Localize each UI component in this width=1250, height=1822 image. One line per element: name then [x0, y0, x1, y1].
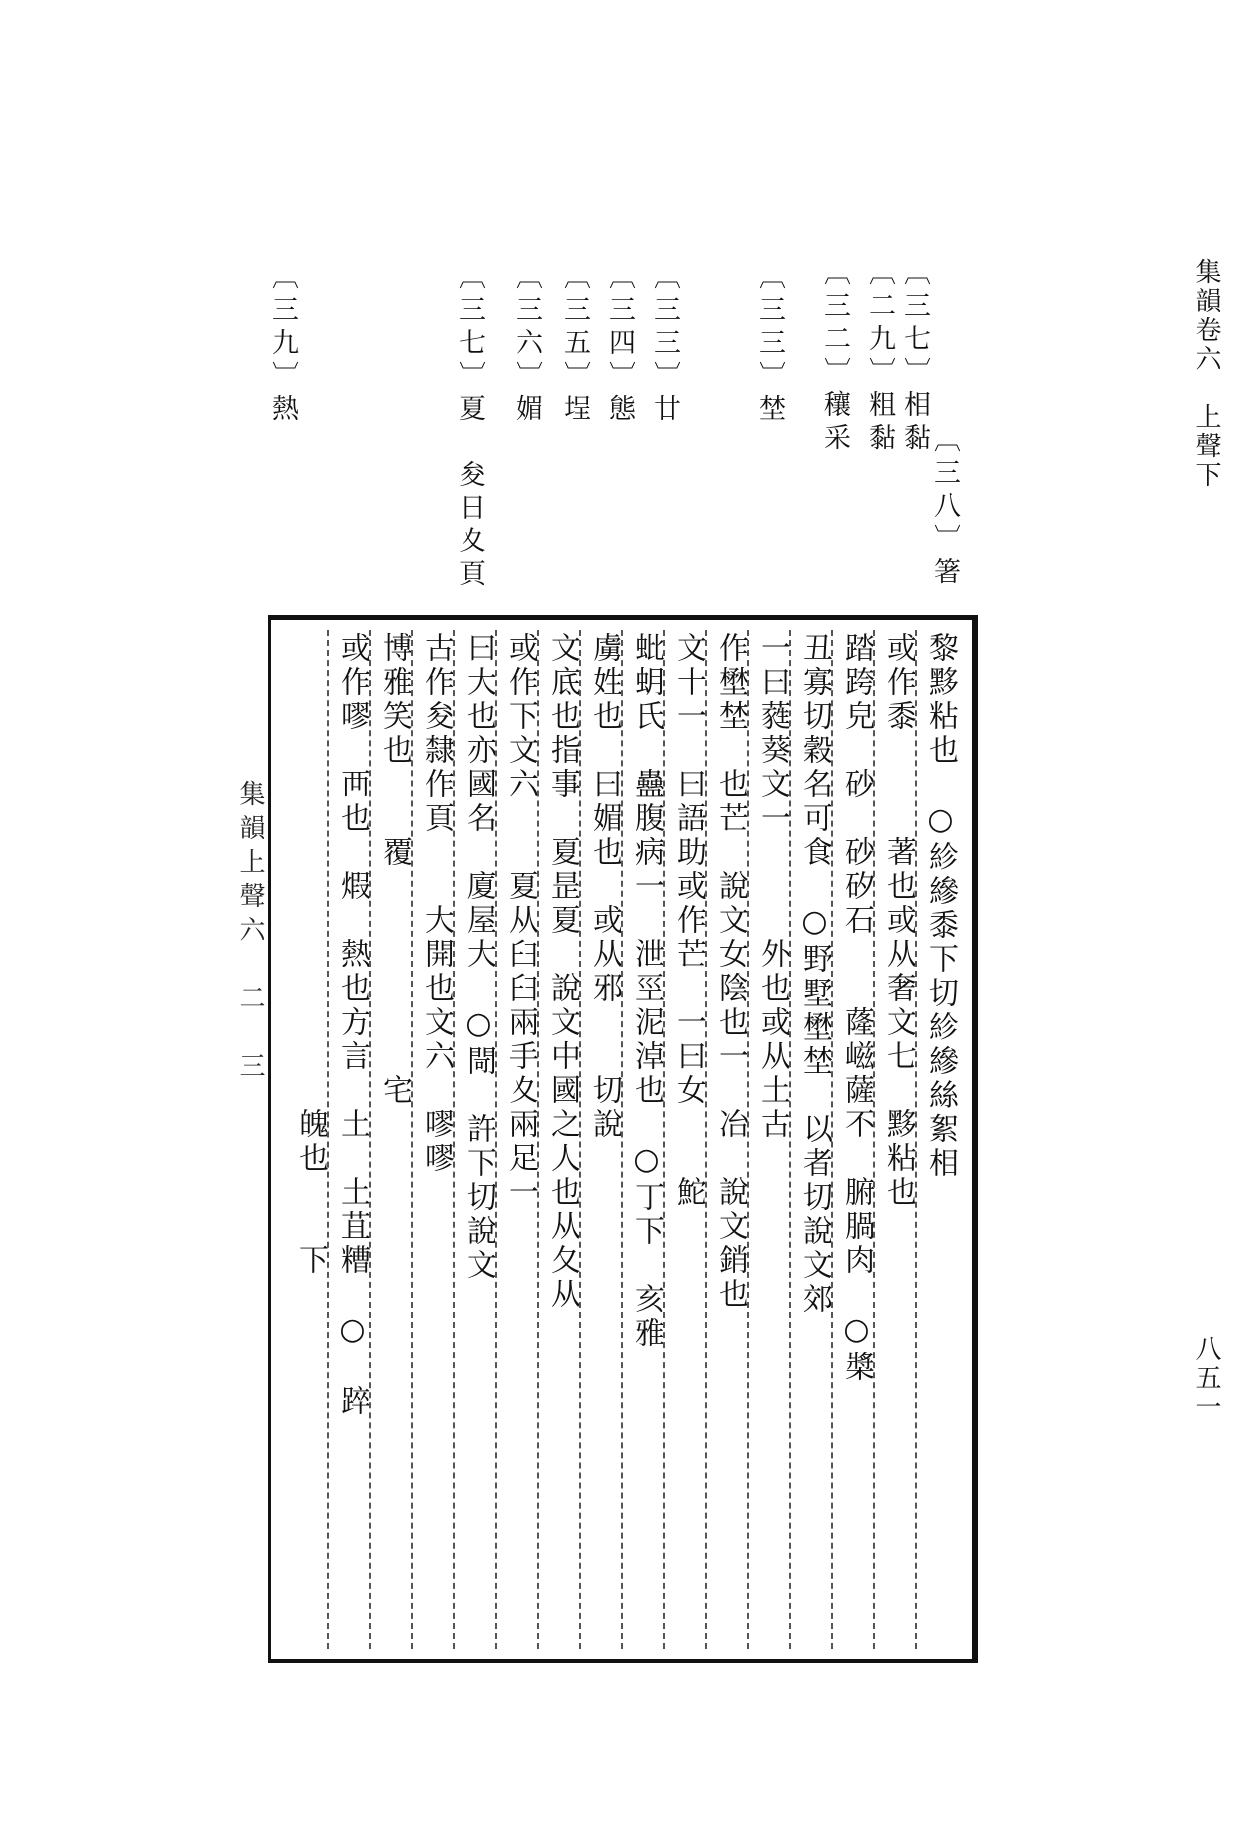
collation-note: 〔二九〕粗黏 [864, 258, 895, 456]
collation-note: 〔三九〕熱 [267, 262, 298, 427]
collation-note: 〔三七〕夏 夋日夊頁 [454, 262, 485, 592]
column-divider [327, 630, 329, 1649]
collation-note: 〔三七〕相黏 [899, 258, 930, 456]
column-divider [369, 630, 371, 1649]
text-panel [268, 615, 978, 1663]
collation-note: 〔三三〕埜 [754, 262, 785, 427]
text-column: 或作黍 著也或从奢文七 黟粘也 [881, 632, 916, 1210]
column-divider [621, 630, 623, 1649]
column-divider [411, 630, 413, 1649]
collation-note: 〔三二〕穰采 [819, 258, 850, 456]
column-divider [495, 630, 497, 1649]
text-column: 曰大也亦國名 廈屋大 ○閜 許下切說文 [461, 632, 496, 1283]
text-column: 虜姓也 曰媚也 或从邪 切說 [587, 632, 622, 1142]
column-divider [915, 630, 917, 1649]
text-column: 一曰蕤葵文一 外也或从土古 [755, 632, 790, 1142]
text-column: 文十一 曰語助或作芒 一曰女 鮀 [671, 632, 706, 1210]
column-divider [453, 630, 455, 1649]
column-divider [747, 630, 749, 1649]
page-number: 八五一 [1191, 1335, 1221, 1422]
text-column: 魄也 下 [293, 632, 328, 1278]
column-divider [873, 630, 875, 1649]
text-column: 作壄埜 也芒 說文女陰也一 冶 說文銷也 [713, 632, 748, 1312]
text-column: 踏跨皃 砂 砂矽石 蕯嵫薩不 腑腡肉 ○槳 [839, 632, 874, 1385]
collation-note: 〔三三〕廿 [649, 262, 680, 427]
column-divider [663, 630, 665, 1649]
column-divider [789, 630, 791, 1649]
column-divider [537, 630, 539, 1649]
collation-note: 〔三八〕箸 [929, 425, 960, 590]
text-column: 或作嘐 襾也 煆 熱也方言 土 土苴糟 ○ 踤 [335, 632, 370, 1419]
column-divider [831, 630, 833, 1649]
column-divider [705, 630, 707, 1649]
collation-note: 〔三五〕埕 [559, 262, 590, 427]
collation-note: 〔三四〕態 [604, 262, 635, 427]
folio-label: 集韻上聲六 二 三 [235, 780, 265, 1086]
text-column: 黎黟粘也 ○紾縿黍下切紾縿絲絮相 [923, 632, 958, 1181]
book-title: 集韻卷六 上聲下 [1191, 258, 1221, 490]
collation-note: 〔三六〕媚 [511, 262, 542, 427]
column-divider [579, 630, 581, 1649]
text-column: 蚍蚏氏 蠱腹病一 泄巠泥淖也 ○丁下 亥雅 [629, 632, 664, 1351]
text-column: 文底也指事 夏昰夏 說文中國之人也从夂从 [545, 632, 580, 1312]
text-column: 古作夋隸作頁 大開也文六 嘐嘐 [419, 632, 454, 1176]
text-column: 丑寡切穀名可食 ○野墅壄埜 以者切說文郊 [797, 632, 832, 1317]
text-column: 博雅笑也 覆 宅 [377, 632, 412, 1108]
text-column: 或作下文六 夏从臼臼兩手夊兩足一 [503, 632, 538, 1210]
